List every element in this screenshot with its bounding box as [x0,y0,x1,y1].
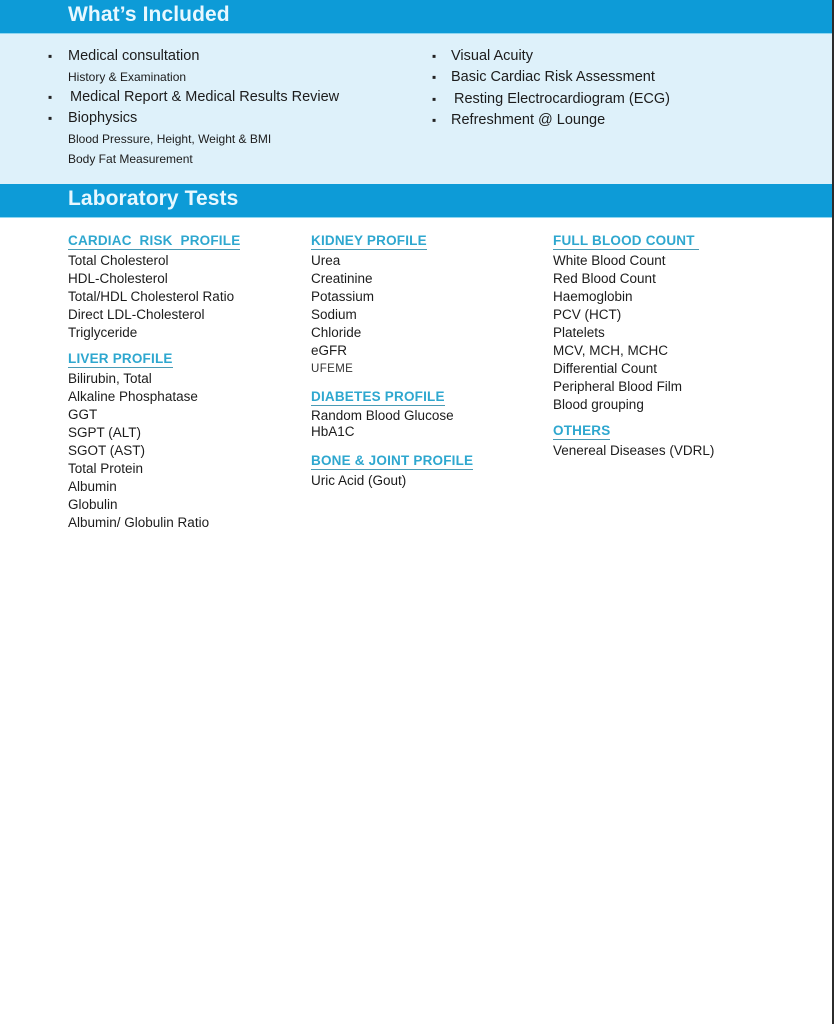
laboratory-tests-title: Laboratory Tests [68,187,239,210]
lab-test-item: Triglyceride [68,325,138,340]
lab-test-item: Venereal Diseases (VDRL) [553,443,715,458]
bullet-icon: ▪ [432,113,437,127]
lab-test-item: Potassium [311,289,375,304]
bullet-icon: ▪ [432,70,437,84]
lab-group-others [553,422,714,460]
lab-test-item: Alkaline Phosphatase [68,389,198,404]
lab-test-item: Urea [311,253,341,268]
lab-test-item: Total Cholesterol [68,253,169,268]
lab-test-item: HDL-Cholesterol [68,271,168,286]
lab-test-item: White Blood Count [553,253,666,268]
lab-test-item: Differential Count [553,361,658,376]
lab-group-heading: BONE & JOINT PROFILE [311,453,474,468]
lab-test-list [311,408,473,440]
included-item-label: Refreshment @ Lounge [451,112,606,128]
bullet-icon: ▪ [48,111,53,125]
included-subitem: Body Fat Measurement [68,152,193,166]
bullet-icon: ▪ [432,49,437,63]
whats-included-title: What’s Included [68,3,230,26]
lab-test-item: Total Protein [68,461,144,476]
included-item-label: Resting Electrocardiogram (ECG) [454,91,670,107]
lab-test-list [311,252,473,378]
included-item-label: Medical Report & Medical Results Review [70,89,340,105]
lab-group-full-blood-count [553,232,714,414]
lab-group-kidney [311,232,473,378]
lab-column-2 [311,232,473,498]
lab-test-item: UFEME [311,363,354,375]
lab-test-item: Red Blood Count [553,271,656,286]
lab-test-item: HbA1C [311,424,355,439]
lab-test-item: Total/HDL Cholesterol Ratio [68,289,235,304]
lab-group-diabetes [311,388,473,440]
lab-test-item: Chloride [311,325,362,340]
lab-test-item: Haemoglobin [553,289,633,304]
whats-included-header [0,0,832,34]
lab-group-heading: DIABETES PROFILE [311,389,445,404]
lab-test-list [311,472,473,490]
lab-test-item: MCV, MCH, MCHC [553,343,669,358]
lab-test-item: Peripheral Blood Film [553,379,683,394]
included-subitem: History & Examination [68,70,187,84]
lab-column-1 [68,232,240,540]
lab-test-list [68,370,240,532]
laboratory-tests-header [0,184,832,218]
lab-group-heading: CARDIAC RISK PROFILE [68,233,241,248]
lab-test-item: PCV (HCT) [553,307,622,322]
lab-test-list [68,252,240,342]
included-subitem: Blood Pressure, Height, Weight & BMI [68,132,272,146]
lab-test-item: SGPT (ALT) [68,425,142,440]
lab-test-item: Albumin [68,479,117,494]
lab-test-item: Blood grouping [553,397,644,412]
lab-test-item: Albumin/ Globulin Ratio [68,515,210,530]
lab-group-liver [68,350,240,532]
lab-test-item: eGFR [311,343,348,358]
lab-test-item: Globulin [68,497,118,512]
lab-test-list [553,252,714,414]
lab-column-3 [553,232,714,468]
lab-test-item: Creatinine [311,271,373,286]
included-item-label: Basic Cardiac Risk Assessment [451,69,655,85]
included-item-label: Biophysics [68,110,138,126]
lab-test-item: Sodium [311,307,357,322]
bullet-icon: ▪ [48,49,53,63]
lab-test-item: Bilirubin, Total [68,371,152,386]
included-item-label: Medical consultation [68,48,200,64]
included-item-label: Visual Acuity [451,48,533,64]
lab-group-bone-joint [311,452,473,490]
bullet-icon: ▪ [48,90,53,104]
lab-test-item: GGT [68,407,98,422]
lab-group-heading: LIVER PROFILE [68,351,173,366]
lab-test-item: Platelets [553,325,605,340]
lab-group-heading: FULL BLOOD COUNT [553,233,699,250]
lab-test-item: Random Blood Glucose [311,408,454,423]
lab-test-item: Uric Acid (Gout) [311,473,407,488]
lab-group-cardiac-risk [68,232,240,342]
lab-group-heading: KIDNEY PROFILE [311,233,427,248]
lab-test-list [553,442,714,460]
lab-group-heading: OTHERS [553,423,611,438]
bullet-icon: ▪ [432,92,437,106]
lab-test-item: SGOT (AST) [68,443,146,458]
whats-included-panel [0,34,832,184]
lab-test-item: Direct LDL-Cholesterol [68,307,205,322]
